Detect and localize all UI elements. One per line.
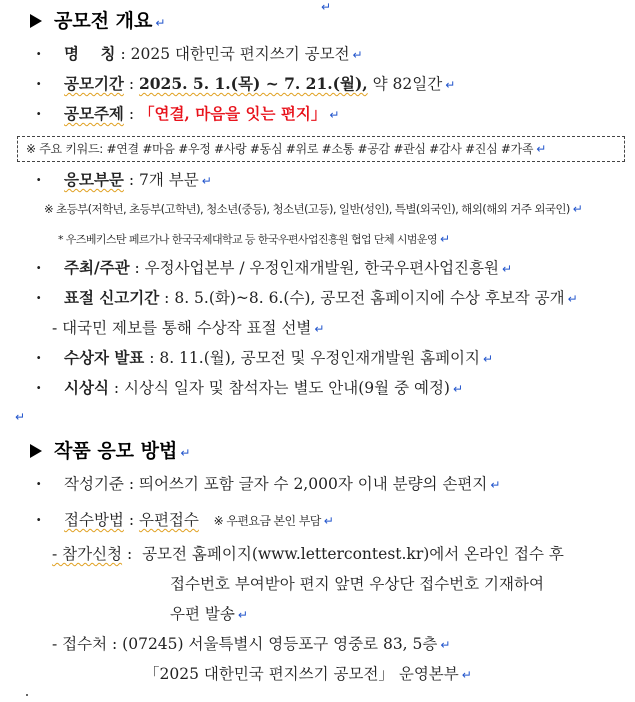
period-row: · 공모기간 : 2025. 5. 1.(목) ~ 7. 21.(월), 약 82일간 ↵	[36, 74, 456, 93]
paragraph-mark: ↵	[321, 0, 332, 14]
category-list-note: ※ 초등부(저학년, 초등부(고학년), 청소년(중등), 청소년(고등), 일반(성인), 특별(외국인), 해외(해외 거주 외국인) ↵	[44, 202, 583, 216]
apply-row: - 참가신청 : 공모전 홈페이지(www.lettercontest.kr)에서 온라인 접수 후	[52, 545, 564, 563]
criteria-row: · 작성기준 : 띄어쓰기 포함 글자 수 2,000자 이내 분량의 손편지 ↵	[36, 474, 501, 493]
section-heading-overview: 공모전 개요 ↵	[30, 6, 165, 33]
winner-announcement-row: · 수상자 발표 : 8. 11.(월), 공모전 및 우정인재개발원 홈페이지 ↵	[36, 348, 494, 367]
theme-row: · 공모주제 : 「연결, 마음을 잇는 편지」 ↵	[36, 104, 340, 123]
stray-dot	[26, 694, 28, 696]
pilot-note: * 우즈베키스탄 페르가나 한국국제대학교 등 한국우편사업진흥원 협업 단체 시범운영 ↵	[58, 232, 450, 246]
triangle-bullet-icon	[30, 14, 42, 28]
category-row: · 응모부문 : 7개 부문 ↵	[36, 170, 212, 189]
apply-row-line2: 접수번호 부여받아 편지 앞면 우상단 접수번호 기재하여	[170, 575, 544, 593]
section-heading-submission: 작품 응모 방법 ↵	[30, 436, 190, 463]
plagiarism-report-sub: - 대국민 제보를 통해 수상작 표절 선별 ↵	[52, 319, 325, 337]
triangle-bullet-icon	[30, 444, 42, 458]
plagiarism-report-row: · 표절 신고기간 : 8. 5.(화)~8. 6.(수), 공모전 홈페이지에 수상 후보작 공개 ↵	[36, 288, 578, 307]
address-row-line2: 「2025 대한민국 편지쓰기 공모전」 운영본부 ↵	[144, 665, 472, 683]
contest-name-row: · 명 칭 : 2025 대한민국 편지쓰기 공모전 ↵	[36, 44, 363, 63]
address-row: - 접수처 : (07245) 서울특별시 영등포구 영중로 83, 5층 ↵	[52, 635, 451, 653]
paragraph-mark: ↵	[15, 410, 26, 424]
ceremony-row: · 시상식 : 시상식 일자 및 참석자는 별도 안내(9월 중 예정) ↵	[36, 378, 464, 397]
keywords-box: ※ 주요 키워드: #연결 #마음 #우정 #사랑 #동심 #위로 #소통 #공감 #관심 #감사 #진심 #가족 ↵	[17, 136, 625, 162]
method-row: · 접수방법 : 우편접수 ※ 우편요금 본인 부담 ↵	[36, 510, 334, 529]
apply-row-line3: 우편 발송 ↵	[170, 605, 248, 623]
host-row: · 주최/주관 : 우정사업본부 / 우정인재개발원, 한국우편사업진흥원 ↵	[36, 258, 513, 277]
